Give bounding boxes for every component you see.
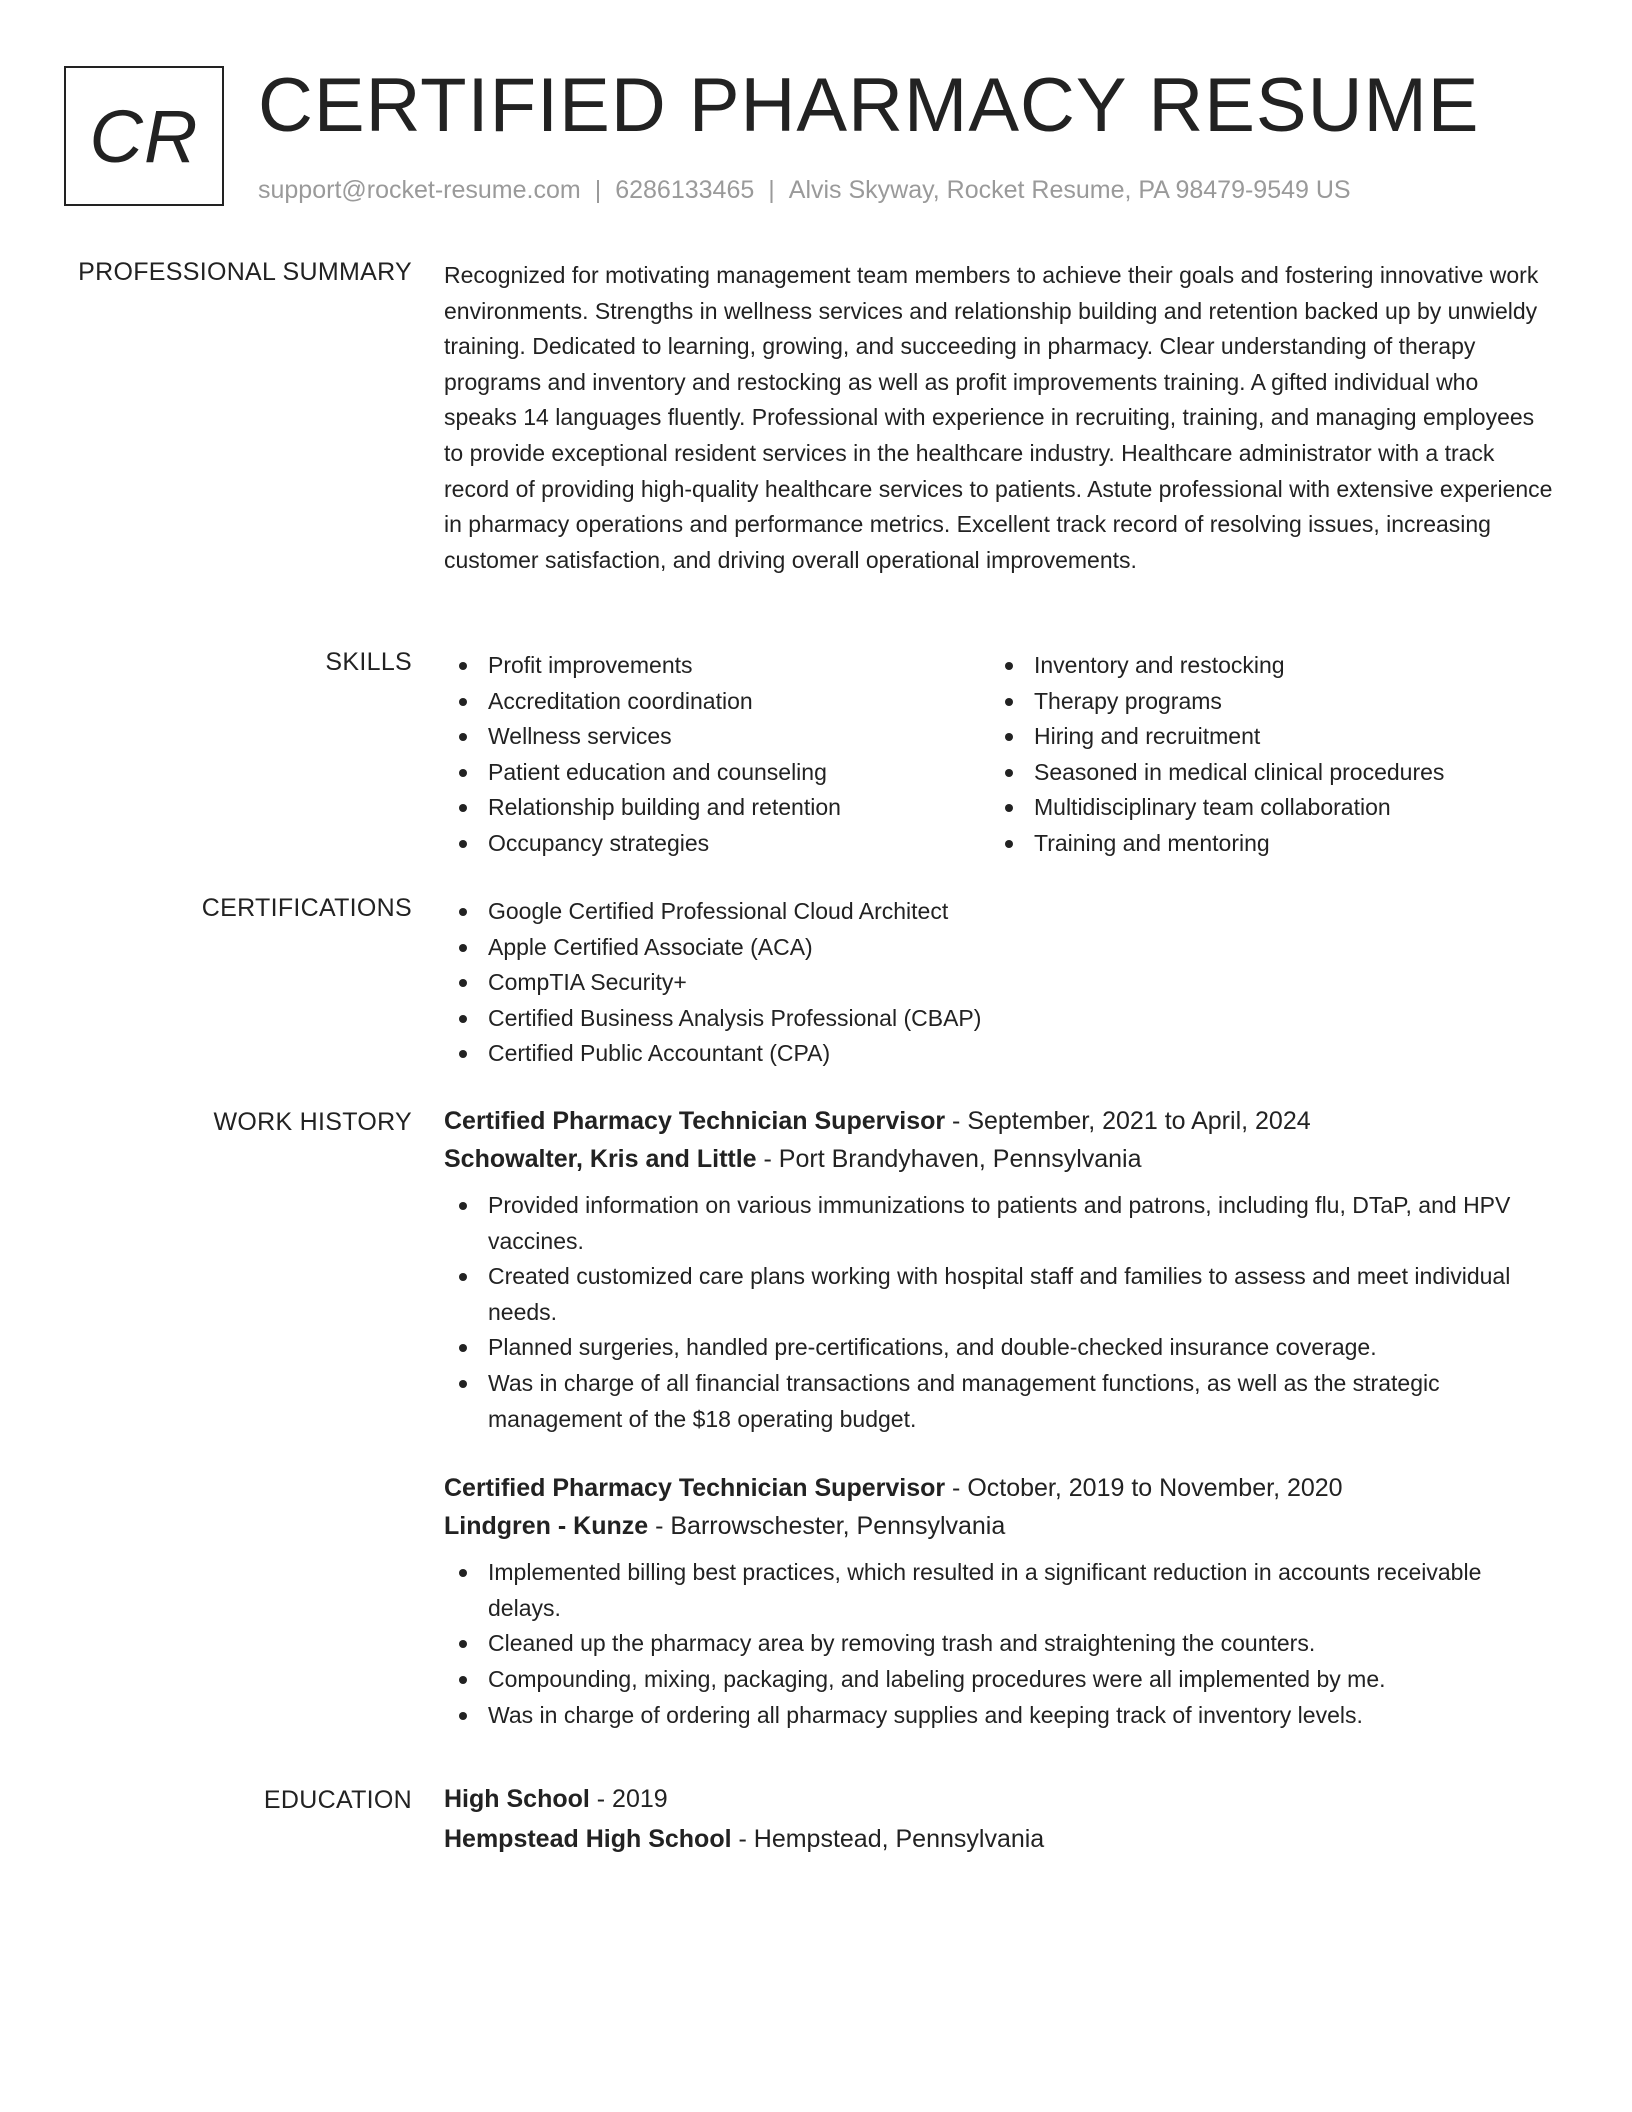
education-school: Hempstead High School <box>444 1825 732 1853</box>
skill-item: Profit improvements <box>444 648 990 684</box>
certification-item: Certified Public Accountant (CPA) <box>444 1036 1554 1072</box>
job-bullet: Implemented billing best practices, which resulted in a significant reduction in accounts receivable delays. <box>444 1555 1554 1626</box>
job-location: - Barrowschester, Pennsylvania <box>648 1512 1006 1541</box>
job-bullet: Created customized care plans working with hospital staff and families to assess and meet individual needs. <box>444 1259 1554 1330</box>
jobs-container <box>444 1102 1554 1733</box>
summary-heading: PROFESSIONAL SUMMARY <box>78 258 412 286</box>
monogram-logo: CR <box>64 66 224 206</box>
job-title: Certified Pharmacy Technician Supervisor <box>444 1107 946 1135</box>
education-location: - Hempstead, Pennsylvania <box>731 1825 1045 1853</box>
contact-separator: | <box>594 176 602 204</box>
contact-address: Alvis Skyway, Rocket Resume, PA 98479-9549 US <box>788 176 1351 204</box>
skill-item: Occupancy strategies <box>444 826 990 862</box>
skill-item: Seasoned in medical clinical procedures <box>990 755 1536 791</box>
job-entry <box>444 1469 1554 1733</box>
summary-text: Recognized for motivating management team members to achieve their goals and fostering innovative work environments. Strengths in wellness services and relationship building and retention backed up by unwieldy training. Dedicated to learning, growing, and succeeding in pharmacy. Clear understanding of therapy programs and inventory and restocking as well as profit improvements training. A gifted individual who speaks 14 languages fluently. Professional with experience in recruiting, training, and managing employees to provide exceptional resident services in the healthcare industry. Healthcare administrator with a track record of providing high-quality healthcare services to patients. Astute professional with extensive experience in pharmacy operations and performance metrics. Excellent track record of resolving issues, increasing customer satisfaction, and driving overall operational improvements. <box>444 262 1553 573</box>
education-degree-line <box>444 1780 1554 1818</box>
skill-item: Inventory and restocking <box>990 648 1536 684</box>
education-heading: EDUCATION <box>263 1786 412 1814</box>
job-dates: - October, 2019 to November, 2020 <box>945 1474 1343 1503</box>
job-bullet: Compounding, mixing, packaging, and labeling procedures were all implemented by me. <box>444 1662 1554 1698</box>
job-bullet: Was in charge of ordering all pharmacy supplies and keeping track of inventory levels. <box>444 1698 1554 1734</box>
certification-item: Apple Certified Associate (ACA) <box>444 930 1554 966</box>
job-title-line <box>444 1469 1554 1507</box>
work-history-heading: WORK HISTORY <box>213 1108 412 1136</box>
skills-heading: SKILLS <box>325 648 412 676</box>
job-company-line <box>444 1507 1554 1545</box>
contact-separator: | <box>768 176 775 204</box>
resume-header <box>64 63 1572 216</box>
job-company-line <box>444 1140 1554 1178</box>
job-bullets <box>444 1188 1554 1437</box>
resume-title: CERTIFIED PHARMACY RESUME <box>258 63 1480 148</box>
skill-item: Hiring and recruitment <box>990 719 1536 755</box>
education-year: - 2019 <box>589 1785 668 1813</box>
certification-item: Certified Business Analysis Professional (CBAP) <box>444 1001 1554 1037</box>
job-dates: - September, 2021 to April, 2024 <box>945 1107 1311 1135</box>
job-bullet: Provided information on various immunizations to patients and patrons, including flu, DTaP, and HPV vaccines. <box>444 1188 1554 1259</box>
contact-email: support@rocket-resume.com <box>258 176 581 204</box>
skill-item: Wellness services <box>444 719 990 755</box>
job-entry <box>444 1102 1554 1437</box>
skill-item: Training and mentoring <box>990 826 1536 862</box>
skills-list-left <box>444 648 990 862</box>
job-company: Schowalter, Kris and Little <box>444 1145 757 1173</box>
skill-item: Multidisciplinary team collaboration <box>990 790 1536 826</box>
skill-item: Patient education and counseling <box>444 755 990 791</box>
skill-item: Therapy programs <box>990 684 1536 720</box>
certifications-list <box>444 894 1554 1072</box>
contact-phone: 6286133465 <box>615 176 755 204</box>
contact-line <box>258 176 1351 205</box>
skills-list-right <box>990 648 1536 862</box>
education-degree: High School <box>444 1785 590 1813</box>
job-bullet: Cleaned up the pharmacy area by removing trash and straightening the counters. <box>444 1626 1554 1662</box>
skill-item: Accreditation coordination <box>444 684 990 720</box>
job-bullet: Planned surgeries, handled pre-certifications, and double-checked insurance coverage. <box>444 1330 1554 1366</box>
certification-item: Google Certified Professional Cloud Architect <box>444 894 1554 930</box>
job-location: - Port Brandyhaven, Pennsylvania <box>756 1145 1142 1173</box>
certification-item: CompTIA Security+ <box>444 965 1554 1001</box>
certifications-heading: CERTIFICATIONS <box>201 894 412 922</box>
job-bullet: Was in charge of all financial transactions and management functions, as well as the strategic management of the $18 operating budget. <box>444 1366 1554 1437</box>
job-title-line <box>444 1102 1554 1140</box>
skill-item: Relationship building and retention <box>444 790 990 826</box>
education-school-line <box>444 1820 1554 1858</box>
job-bullets <box>444 1555 1554 1733</box>
job-title: Certified Pharmacy Technician Supervisor <box>444 1474 946 1503</box>
job-company: Lindgren - Kunze <box>444 1512 649 1541</box>
